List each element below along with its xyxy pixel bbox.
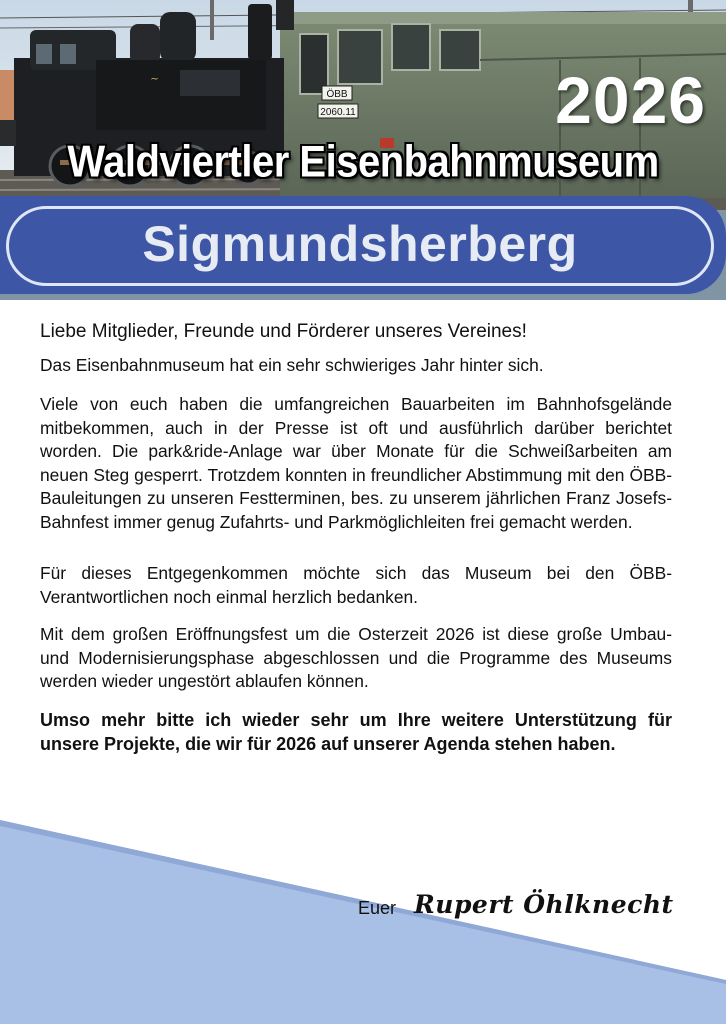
year-heading: 2026 [555, 63, 706, 137]
greeting: Liebe Mitglieder, Freunde und Förderer unseres Vereines! [40, 321, 527, 342]
intro-paragraph: Das Eisenbahnmuseum hat ein sehr schwieriges Jahr hinter sich. [40, 354, 544, 375]
station-sign-border [6, 206, 714, 286]
loco-plate-top: ÖBB [326, 89, 348, 100]
loco-plate-bottom: 2060.11 [320, 107, 356, 118]
paragraph-opening: Mit dem großen Eröffnungsfest um die Osterzeit 2026 ist diese große Umbau- und Modernisierungsphase abgeschlossen und die Programme des Museums werden wieder ungestört ablaufen können. [40, 624, 672, 691]
letter-body [40, 320, 672, 770]
signature: Rupert Öhlknecht [414, 890, 674, 919]
header-photo [0, 0, 726, 300]
station-name: Sigmundsherberg [142, 216, 578, 272]
museum-title: Waldviertler Eisenbahnmuseum [67, 137, 659, 187]
paragraph-construction: Viele von euch haben die umfangreichen Bauarbeiten im Bahnhofsgelände mitbekommen, auch in der Presse ist oft und ausführlich darüber berichtet worden. Die park&ride-Anlage war über Monate für die Schweißarbeiten am neuen Steg gesperrt. Trotzdem konnten in freundlicher Abstimmung mit den ÖBB-Bauleitungen zu unseren Festterminen, bes. zu unserem jährlichen Franz Josefs-Bahnfest immer genug Zufahrts- und Parkmöglichleiten frei gemacht werden. [40, 394, 672, 532]
signoff: Euer [358, 898, 397, 918]
decorative-wave [0, 820, 726, 1024]
svg-text:~: ~ [150, 72, 160, 85]
paragraph-support: Umso mehr bitte ich wieder sehr um Ihre weitere Unterstützung für unsere Projekte, die wir für 2026 auf unserer Agenda stehen haben. [40, 709, 672, 754]
station-sign [0, 196, 726, 294]
paragraph-thanks: Für dieses Entgegenkommen möchte sich das Museum bei den ÖBB-Verantwortlichen noch einmal herzlich bedanken. [40, 563, 672, 607]
